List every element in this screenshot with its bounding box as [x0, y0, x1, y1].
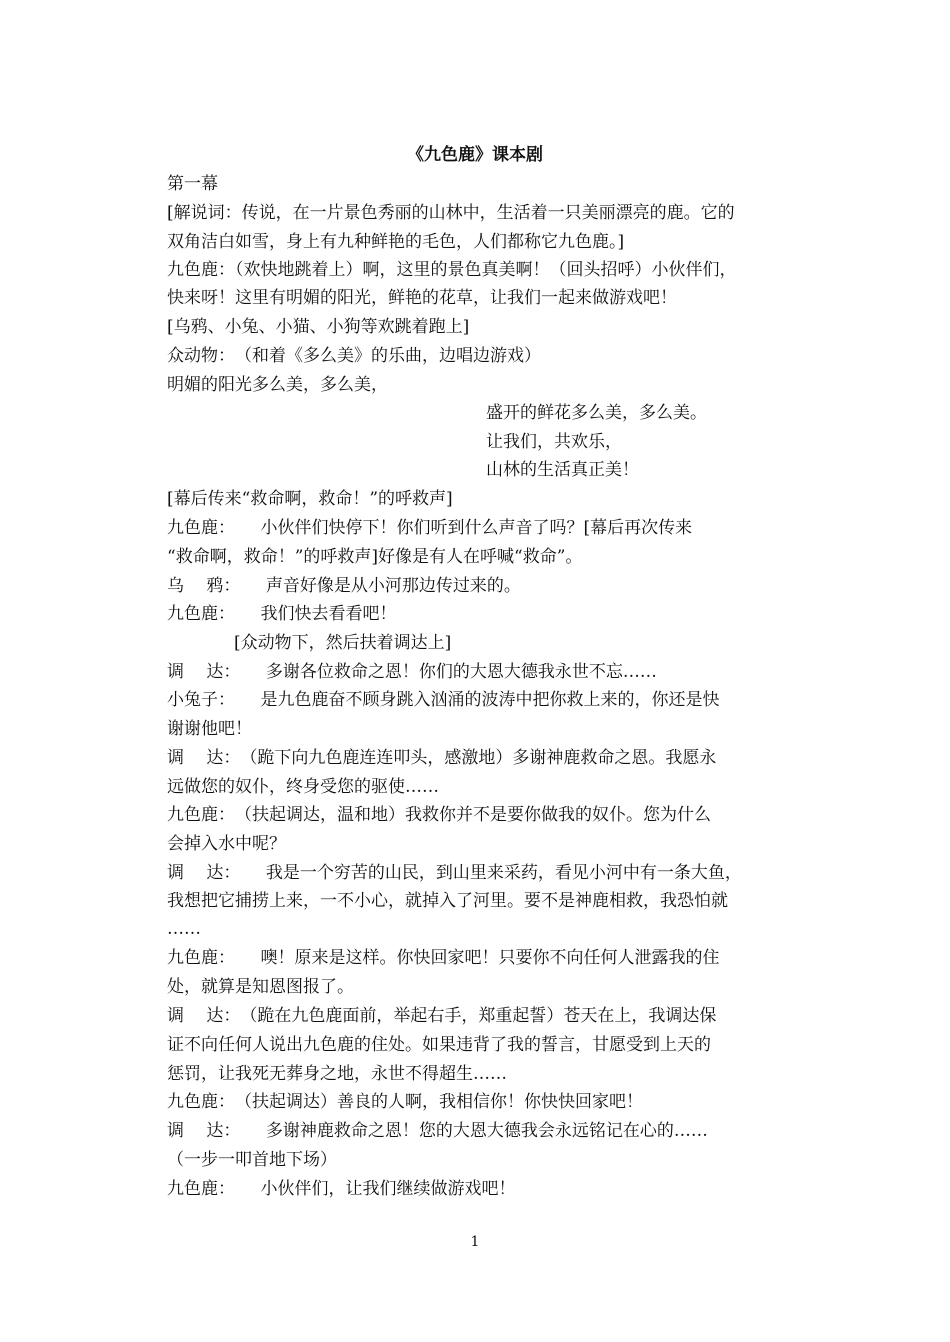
text-line: 九色鹿： 小伙伴们，让我们继续做游戏吧！: [167, 1179, 516, 1199]
text-line: ……: [167, 919, 201, 939]
text-line: 我想把它捕捞上来，一不小心，就掉入了河里。要不是神鹿相救，我恐怕就: [167, 891, 728, 911]
text-line: [乌鸦、小兔、小猫、小狗等欢跳着跑上]: [167, 317, 470, 337]
text-line: 九色鹿： 小伙伴们快停下！你们听到什么声音了吗？[幕后再次传来: [167, 518, 693, 538]
stage-direction: [众动物下，然后扶着调达上]: [234, 633, 452, 653]
text-line: 小兔子： 是九色鹿奋不顾身跳入汹涌的波涛中把你救上来的，你还是快: [167, 690, 720, 710]
text-line: 九色鹿： （扶起调达）善良的人啊，我相信你！你快快回家吧！: [167, 1092, 643, 1112]
text-line: 双角洁白如雪，身上有九种鲜艳的毛色，人们都称它九色鹿。]: [167, 232, 625, 252]
text-line: “救命啊，救命！”的呼救声]好像是有人在呼喊“救命”。: [167, 547, 583, 567]
text-line: 会掉入水中呢？: [167, 834, 286, 854]
text-line: 九色鹿： （扶起调达，温和地）我救你并不是要你做我的奴仆。您为什么: [167, 805, 711, 825]
text-line: [幕后传来“救命啊，救命！”的呼救声]: [167, 489, 453, 509]
text-line: 九色鹿： 我们快去看看吧！: [167, 604, 397, 624]
song-line: 让我们，共欢乐，: [486, 432, 622, 452]
document-title: 《九色鹿》课本剧: [407, 145, 543, 165]
song-line: 山林的生活真正美！: [486, 460, 639, 480]
text-line: 众动物： （和着《多么美》的乐曲，边唱边游戏）: [167, 346, 541, 366]
text-line: 乌 鸦： 声音好像是从小河那边传过来的。: [167, 576, 521, 596]
text-line: 九色鹿：（欢快地跳着上）啊，这里的景色真美啊！（回头招呼）小伙伴们，: [167, 260, 737, 280]
text-line: 调 达： 我是一个穷苦的山民，到山里来采药，看见小河中有一条大鱼，: [167, 863, 742, 883]
text-line: 明媚的阳光多么美，多么美，: [167, 375, 388, 395]
text-line: 调 达： （跪下向九色鹿连连叩头，感激地）多谢神鹿救命之恩。我愿永: [167, 748, 717, 768]
text-line: 谢谢他吧！: [167, 719, 252, 739]
text-line: 处，就算是知恩图报了。: [167, 977, 354, 997]
page-number: 1: [470, 1234, 480, 1250]
text-line: 证不向任何人说出九色鹿的住处。如果违背了我的誓言，甘愿受到上天的: [167, 1035, 711, 1055]
text-line: 第一幕: [167, 174, 218, 194]
text-line: 调 达： 多谢各位救命之恩！你们的大恩大德我永世不忘……: [167, 662, 657, 682]
text-line: 调 达： 多谢神鹿救命之恩！您的大恩大德我会永远铭记在心的……: [167, 1121, 708, 1141]
text-line: 九色鹿： 噢！原来是这样。你快回家吧！只要你不向任何人泄露我的住: [167, 948, 720, 968]
text-line: 惩罚，让我死无葬身之地，永世不得超生……: [167, 1064, 507, 1084]
text-line: [解说词：传说，在一片景色秀丽的山林中，生活着一只美丽漂亮的鹿。它的: [167, 203, 735, 223]
text-line: 远做您的奴仆，终身受您的驱使……: [167, 777, 439, 797]
song-line: 盛开的鲜花多么美，多么美。: [486, 403, 707, 423]
text-line: （一步一叩首地下场）: [167, 1150, 337, 1170]
text-line: 快来呀！这里有明媚的阳光，鲜艳的花草，让我们一起来做游戏吧！: [167, 288, 677, 308]
text-line: 调 达： （跪在九色鹿面前，举起右手，郑重起誓）苍天在上，我调达保: [167, 1006, 717, 1026]
